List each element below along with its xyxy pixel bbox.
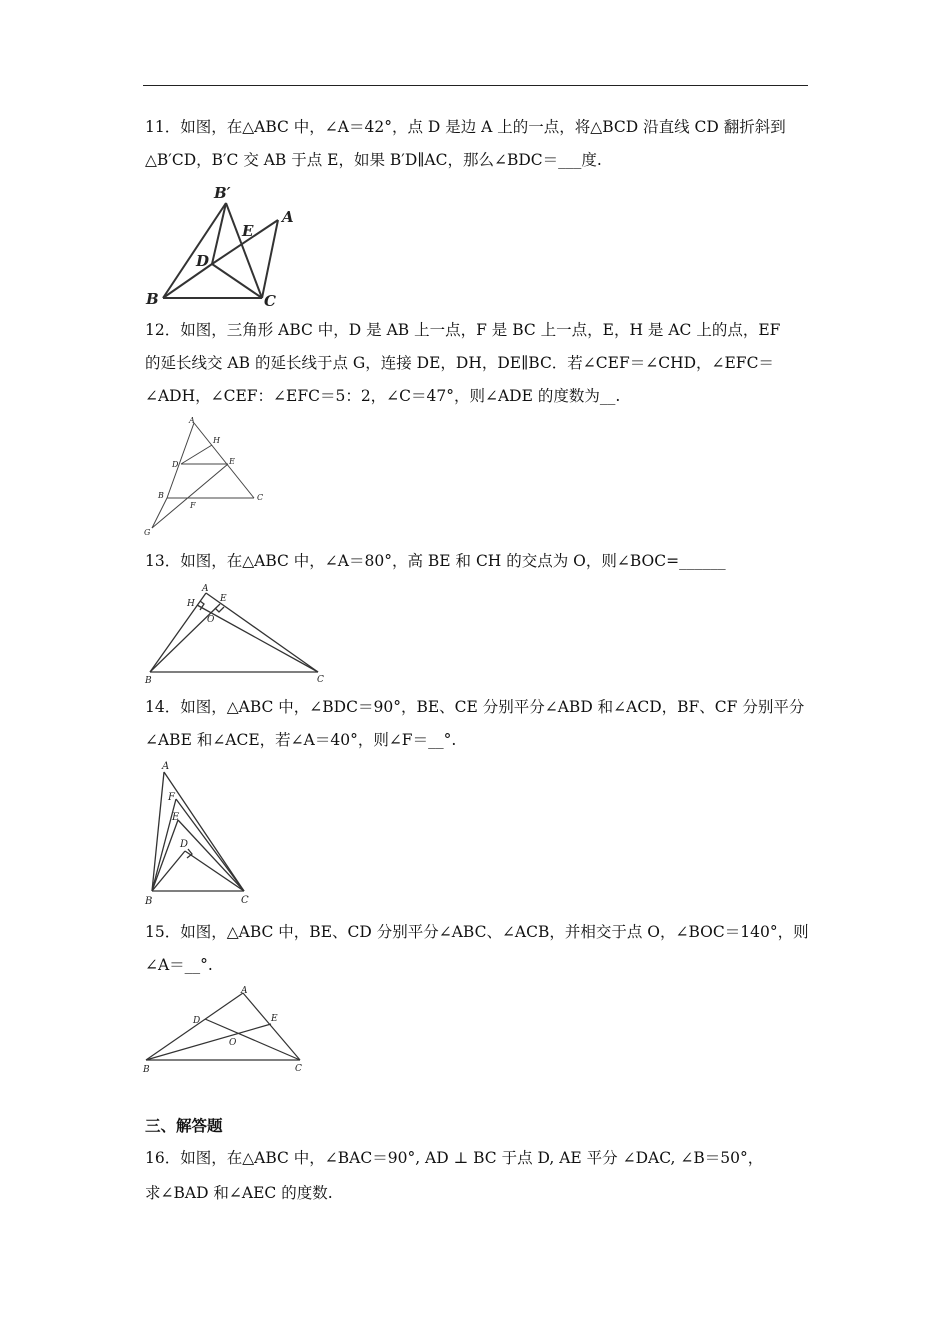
fig13-label-o: O bbox=[207, 615, 215, 625]
problem-13-line-1: 13．如图，在△ABC 中，∠A＝80°，高 BE 和 CH 的交点为 O，则∠BOC=______ bbox=[145, 552, 726, 570]
fig12-label-f: F bbox=[190, 501, 196, 510]
problem-11-figure bbox=[140, 180, 315, 310]
fig14-label-c: C bbox=[241, 895, 249, 906]
fig14-label-a: A bbox=[162, 761, 170, 772]
problem-12-line-1: 12．如图，三角形 ABC 中，D 是 AB 上一点，F 是 BC 上一点，E，H 是 AC 上的点，EF bbox=[145, 321, 781, 339]
fig13-label-c: C bbox=[317, 675, 324, 685]
fig11-label-a: A bbox=[282, 208, 294, 226]
problem-16-line-2: 求∠BAD 和∠AEC 的度数. bbox=[145, 1184, 333, 1202]
problem-14-figure bbox=[140, 758, 260, 908]
problem-16-line-1: 16．如图，在△ABC 中，∠BAC＝90°, AD ⊥ BC 于点 D, AE 平分 ∠DAC, ∠B＝50°， bbox=[145, 1149, 764, 1167]
fig13-label-e: E bbox=[220, 594, 227, 604]
fig15-label-c: C bbox=[295, 1064, 302, 1074]
fig11-label-b-prime: B′ bbox=[214, 184, 231, 202]
fig15-label-a: A bbox=[241, 986, 248, 996]
fig13-label-b: B bbox=[145, 676, 152, 686]
section-title: 三、解答题 bbox=[145, 1117, 223, 1135]
fig15-label-d: D bbox=[193, 1016, 201, 1026]
problem-12-line-3: ∠ADH，∠CEF：∠EFC＝5：2，∠C＝47°，则∠ADE 的度数为__. bbox=[145, 387, 621, 405]
fig11-label-d: D bbox=[196, 252, 210, 270]
fig15-label-e: E bbox=[271, 1014, 278, 1024]
fig12-label-h: H bbox=[213, 436, 220, 445]
fig14-label-e: E bbox=[172, 812, 180, 823]
problem-11-line-1: 11．如图，在△ABC 中，∠A＝42°，点 D 是边 A 上的一点，将△BCD 沿直线 CD 翻折斜到 bbox=[145, 118, 786, 136]
problem-13-figure bbox=[140, 580, 335, 688]
problem-12-figure bbox=[140, 415, 275, 540]
fig13-label-h: H bbox=[187, 599, 195, 609]
fig12-label-d: D bbox=[172, 460, 179, 469]
fig15-label-b: B bbox=[143, 1065, 150, 1075]
problem-14-line-2: ∠ABE 和∠ACE，若∠A＝40°，则∠F＝__°. bbox=[145, 731, 457, 749]
problem-11-line-2: △B′CD，B′C 交 AB 于点 E，如果 B′D∥AC，那么∠BDC＝___度. bbox=[145, 151, 602, 169]
fig13-label-a: A bbox=[202, 584, 209, 594]
problem-15-figure bbox=[140, 983, 315, 1078]
fig14-label-f: F bbox=[168, 792, 175, 803]
problem-15-line-2: ∠A＝__°. bbox=[145, 956, 213, 974]
fig12-label-c: C bbox=[257, 493, 264, 502]
fig15-label-o: O bbox=[229, 1038, 237, 1048]
fig11-label-e: E bbox=[242, 222, 254, 240]
fig14-label-b: B bbox=[145, 896, 153, 907]
problem-12-line-2: 的延长线交 AB 的延长线于点 G，连接 DE，DH，DE∥BC．若∠CEF＝∠CHD，∠EFC＝ bbox=[145, 354, 774, 372]
fig11-label-b: B bbox=[146, 290, 159, 308]
fig14-label-d: D bbox=[180, 839, 189, 850]
fig12-label-e: E bbox=[229, 457, 235, 466]
fig12-label-a: A bbox=[189, 416, 195, 425]
header-rule bbox=[143, 85, 808, 86]
problem-14-line-1: 14．如图，△ABC 中，∠BDC＝90°，BE、CE 分别平分∠ABD 和∠ACD，BF、CF 分别平分 bbox=[145, 698, 805, 716]
problem-15-line-1: 15．如图，△ABC 中，BE、CD 分别平分∠ABC、∠ACB，并相交于点 O，∠BOC＝140°，则 bbox=[145, 923, 809, 941]
fig11-label-c: C bbox=[264, 292, 276, 310]
fig12-label-g: G bbox=[144, 528, 151, 537]
fig12-label-b: B bbox=[158, 491, 164, 500]
